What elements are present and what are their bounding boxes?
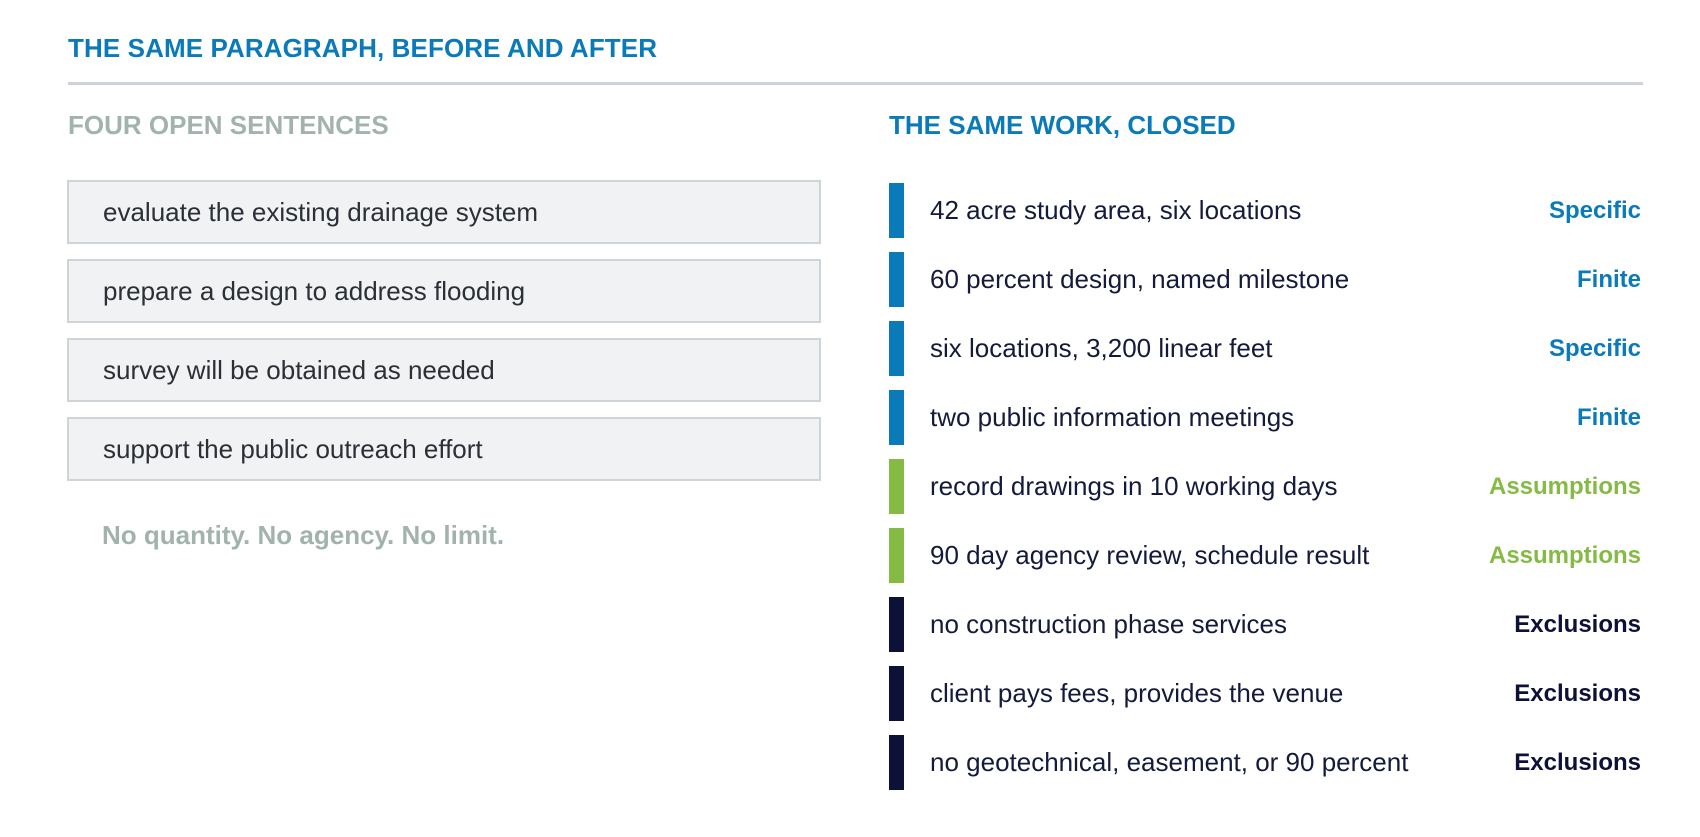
closed-item [889, 183, 1643, 238]
closed-item-text: record drawings in 10 working days [930, 471, 1338, 501]
category-bar [889, 321, 904, 376]
closed-item-text: 42 acre study area, six locations [930, 195, 1302, 225]
category-bar [889, 390, 904, 445]
closed-work-list [889, 183, 1643, 804]
closed-item-text: client pays fees, provides the venue [930, 678, 1344, 708]
open-sentence-box: evaluate the existing drainage system [67, 180, 821, 244]
open-sentence-box: prepare a design to address flooding [67, 259, 821, 323]
closed-item [889, 390, 1643, 445]
category-bar [889, 459, 904, 514]
open-sentence-box: survey will be obtained as needed [67, 338, 821, 402]
closed-work-heading: THE SAME WORK, CLOSED [889, 110, 1236, 140]
closed-item [889, 321, 1643, 376]
category-tag: Exclusions [1514, 680, 1641, 707]
open-sentence-box: support the public outreach effort [67, 417, 821, 481]
category-bar [889, 666, 904, 721]
closed-item [889, 735, 1643, 790]
closed-item [889, 459, 1643, 514]
title-divider [68, 82, 1643, 85]
category-tag: Exclusions [1514, 611, 1641, 638]
closed-item-text: two public information meetings [930, 402, 1295, 432]
closed-item-text: six locations, 3,200 linear feet [930, 333, 1273, 363]
closed-item [889, 252, 1643, 307]
category-tag: Assumptions [1488, 542, 1641, 569]
open-sentences-list [67, 180, 821, 496]
category-tag: Finite [1577, 404, 1641, 431]
category-tag: Specific [1548, 197, 1641, 224]
closed-item [889, 666, 1643, 721]
category-tag: Finite [1577, 266, 1641, 293]
open-sentences-heading: FOUR OPEN SENTENCES [68, 110, 389, 140]
category-tag: Exclusions [1514, 749, 1641, 776]
category-bar [889, 183, 904, 238]
category-tag: Specific [1548, 335, 1641, 362]
closed-item-text: 60 percent design, named milestone [930, 264, 1350, 294]
category-bar [889, 528, 904, 583]
category-bar [889, 252, 904, 307]
open-sentences-note: No quantity. No agency. No limit. [102, 520, 505, 550]
closed-item-text: no construction phase services [930, 609, 1287, 639]
category-bar [889, 597, 904, 652]
closed-item-text: no geotechnical, easement, or 90 percent [930, 747, 1409, 777]
category-tag: Assumptions [1488, 473, 1641, 500]
category-bar [889, 735, 904, 790]
closed-item-text: 90 day agency review, schedule result [930, 540, 1370, 570]
closed-item [889, 597, 1643, 652]
page-title: THE SAME PARAGRAPH, BEFORE AND AFTER [68, 33, 658, 63]
closed-item [889, 528, 1643, 583]
